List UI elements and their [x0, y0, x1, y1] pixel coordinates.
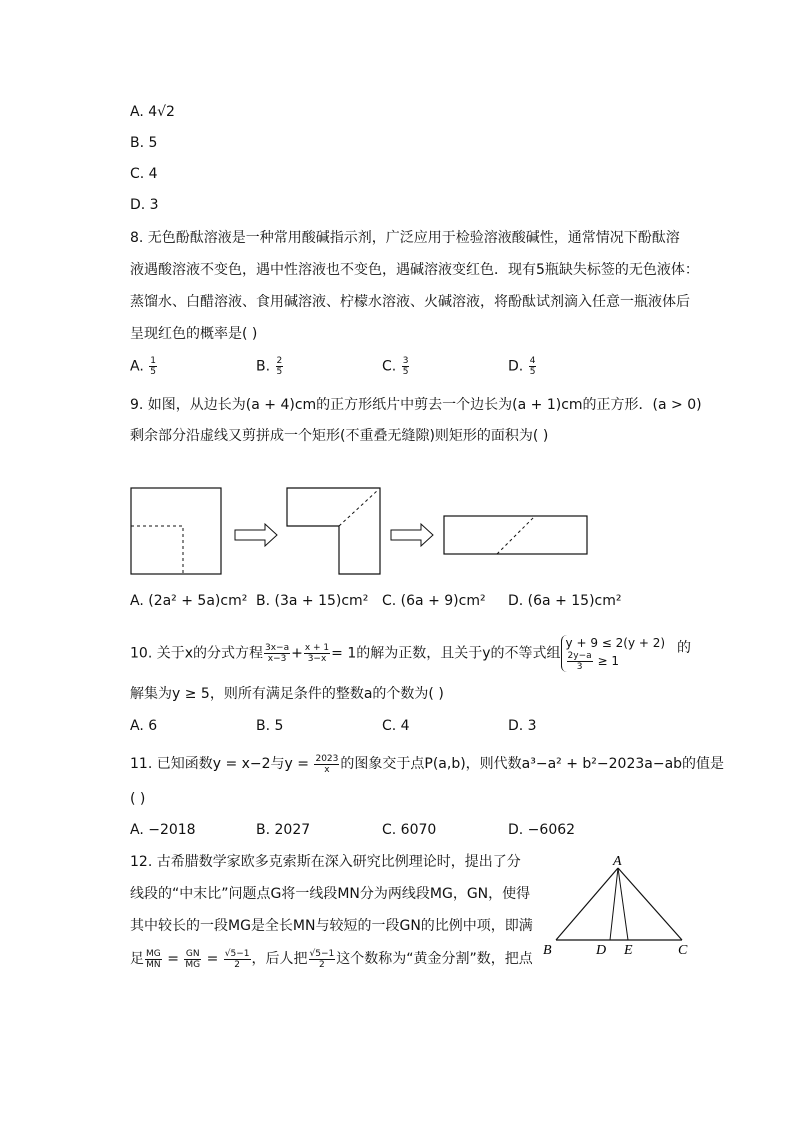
q7-option-a: A. 4√2 [130, 104, 175, 120]
triangle-side-ac [618, 868, 682, 940]
q12-text-line-1: 12. 古希腊数学家欧多克索斯在深入研究比例理论时，提出了分 [130, 854, 521, 870]
q7-option-c: C. 4 [130, 166, 158, 182]
q9-option-b: B. (3a + 15)cm² [256, 593, 369, 609]
q9-arrow-2 [391, 524, 433, 546]
q12-text-line-4: 足 $\frac{MG}{MN}$ = $\frac{GN}{MG}$ = $\frac{√5-1}{2}$ ，后人把 $\frac{√5-1}{2}$ 这个数称为“黄金分割”数，把点 [130, 948, 533, 970]
q8-option-d: D. $\frac{4}{5}$ [508, 356, 536, 377]
q9-cut-dashed-line [131, 526, 183, 574]
vertex-label-a: A [613, 854, 622, 869]
vertex-label-c: C [678, 943, 688, 958]
triangle-segment-ad [610, 868, 618, 940]
q9-original-square [131, 488, 221, 574]
q9-l-dashed-diagonal [339, 490, 378, 526]
q11-option-d: D. −6062 [508, 822, 576, 838]
q12-text-line-3: 其中较长的一段MG是全长MN与较短的一段GN的比例中项，即满 [130, 918, 533, 934]
q8-text-line-3: 蒸馏水、白醋溶液、食用碱溶液、柠檬水溶液、火碱溶液，将酚酞试剂滴入任意一瓶液体后 [130, 294, 690, 310]
vertex-label-b: B [543, 943, 552, 958]
q10-suffix: 的 [677, 640, 691, 656]
q9-option-a: A. (2a² + 5a)cm² [130, 593, 248, 609]
q11-option-b: B. 2027 [256, 822, 311, 838]
q12-triangle-figure [540, 850, 700, 962]
q11-option-a: A. −2018 [130, 822, 196, 838]
triangle-segment-ae [618, 868, 628, 940]
q9-option-c: C. (6a + 9)cm² [382, 593, 486, 609]
q10-text-line-1: 10. 关于x的分式方程 $\frac{3x-a}{x-3}$ + $\frac{x + 1}{3-x}$ = 1的解为正数，且关于y的不等式组 y + 9 ≤ 2(y + 2) $\frac{2y-a}{3}$ ≥ 1 [130, 636, 666, 672]
q11-option-c: C. 6070 [382, 822, 437, 838]
q8-option-c: C. $\frac{3}{5}$ [382, 356, 409, 377]
q9-option-d: D. (6a + 15)cm² [508, 593, 622, 609]
triangle-side-ab [556, 868, 618, 940]
q12-text-line-2: 线段的“中末比”问题点G将一线段MN分为两线段MG，GN，使得 [130, 886, 531, 902]
q7-option-b: B. 5 [130, 135, 158, 151]
q10-option-b: B. 5 [256, 718, 284, 734]
q10-option-a: A. 6 [130, 718, 158, 734]
q10-text-line-2: 解集为y ≥ 5，则所有满足条件的整数a的个数为( ) [130, 686, 444, 702]
q10-option-d: D. 3 [508, 718, 537, 734]
q9-rect-dashed-diagonal [497, 516, 535, 554]
q10-inequality-system: y + 9 ≤ 2(y + 2) $\frac{2y-a}{3}$ ≥ 1 [561, 635, 666, 672]
vertex-label-d: D [596, 943, 607, 958]
q8-option-a: A. $\frac{1}{5}$ [130, 356, 156, 377]
q8-text-line-2: 液遇酸溶液不变色，遇中性溶液也不变色，遇碱溶液变红色．现有5瓶缺失标签的无色液体： [130, 262, 699, 278]
q9-text-line-2: 剩余部分沿虚线又剪拼成一个矩形(不重叠无缝隙)则矩形的面积为( ) [130, 428, 549, 444]
q10-option-c: C. 4 [382, 718, 410, 734]
q9-arrow-1 [235, 524, 277, 546]
q8-text-line-1: 8. 无色酚酞溶液是一种常用酸碱指示剂，广泛应用于检验溶液酸碱性，通常情况下酚酞溶 [130, 230, 680, 246]
q9-figure [125, 480, 595, 580]
q8-option-b: B. $\frac{2}{5}$ [256, 356, 283, 377]
q8-text-line-4: 呈现红色的概率是( ) [130, 326, 258, 342]
q11-text-line-1: 11. 已知函数y = x−2与y = $\frac{2023}{x}$ 的图象交于点P(a,b)，则代数a³−a² + b²−2023a−ab的值是 [130, 753, 725, 775]
q11-text-line-2: ( ) [130, 791, 146, 807]
vertex-label-e: E [624, 943, 633, 958]
q7-option-d: D. 3 [130, 197, 159, 213]
q9-text-line-1: 9. 如图，从边长为(a + 4)cm的正方形纸片中剪去一个边长为(a + 1)cm的正方形．(a > 0) [130, 397, 702, 413]
